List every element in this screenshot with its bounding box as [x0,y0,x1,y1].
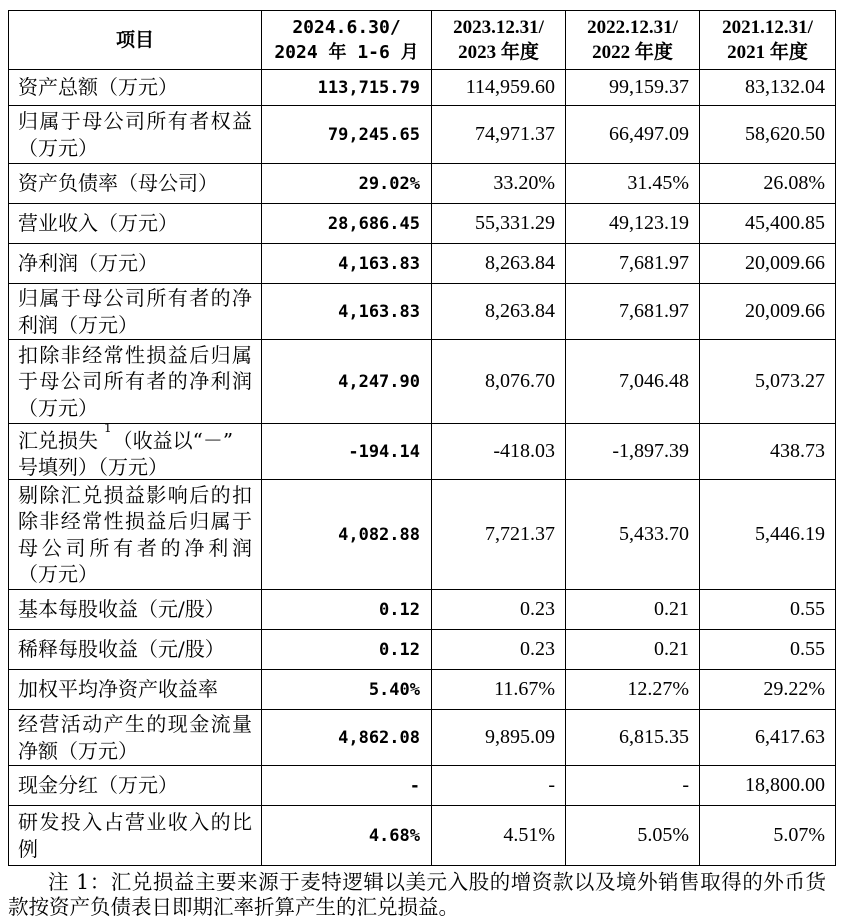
total-assets-2021: 83,132.04 [700,70,836,106]
cash-dividend-label [9,766,262,806]
label-line: 加权平均净资产收益率 [18,677,218,702]
basic-eps-2024-h1: 0.12 [262,590,432,630]
weighted-roe-2024-h1: 5.40% [262,670,432,710]
parent-equity-2024-h1: 79,245.65 [262,106,432,164]
label-line: 例 [18,836,38,861]
label-line [18,420,252,454]
table-footnote [8,870,826,920]
cash-dividend-2021: 18,800.00 [700,766,836,806]
net-profit-excl-fx-2023: 7,721.37 [432,480,566,590]
label-line: 于母公司所有者的净利润 [18,369,252,394]
label-line: （万元） [18,562,98,586]
label-line: 母公司所有者的净利润 [18,535,252,560]
total-assets-label [9,70,262,106]
header-line: 2024.6.30/ [292,17,401,38]
header-line: 2022.12.31/ [587,17,678,38]
header-line: 2023.12.31/ [453,17,544,38]
header-2021 [700,11,836,70]
diluted-eps-label [9,630,262,670]
parent-net-profit-2021: 20,009.66 [700,284,836,340]
weighted-roe-label [9,670,262,710]
net-profit-excl-nonrecurring-label [9,340,262,424]
debt-ratio-label [9,164,262,204]
fx-loss-2021: 438.73 [700,424,836,480]
parent-net-profit-2024-h1: 4,163.83 [262,284,432,340]
cash-dividend-2024-h1: - [262,766,432,806]
footnote-line: 注 1：汇兑损益主要来源于麦特逻辑以美元入股的增资款以及境外销售取得的外币货 [48,870,826,894]
diluted-eps-2024-h1: 0.12 [262,630,432,670]
weighted-roe-2022: 12.27% [566,670,700,710]
diluted-eps-2021: 0.55 [700,630,836,670]
debt-ratio-2022: 31.45% [566,164,700,204]
operating-cash-flow-2022: 6,815.35 [566,710,700,766]
net-profit-excl-fx-2021: 5,446.19 [700,480,836,590]
fx-loss-2024-h1: -194.14 [262,424,432,480]
basic-eps-2021: 0.55 [700,590,836,630]
net-profit-2022: 7,681.97 [566,244,700,284]
net-profit-excl-nonrecurring-2023: 8,076.70 [432,340,566,424]
label-line: 资产负债率（母公司） [18,171,218,196]
label-line: 利润（万元） [18,312,138,337]
rd-ratio-2022: 5.05% [566,806,700,866]
revenue-2022: 49,123.19 [566,204,700,244]
header-line: 2021.12.31/ [722,17,813,38]
header-line: 2021 年度 [727,42,808,63]
parent-net-profit-2023: 8,263.84 [432,284,566,340]
net-profit-2023: 8,263.84 [432,244,566,284]
parent-net-profit-label [9,284,262,340]
rd-ratio-2024-h1: 4.68% [262,806,432,866]
revenue-label [9,204,262,244]
header-line: 项目 [115,29,154,51]
diluted-eps-2022: 0.21 [566,630,700,670]
revenue-2021: 45,400.85 [700,204,836,244]
net-profit-excl-fx-2022: 5,433.70 [566,480,700,590]
label-line: 号填列）（万元） [18,454,168,479]
diluted-eps-2023: 0.23 [432,630,566,670]
debt-ratio-2024-h1: 29.02% [262,164,432,204]
header-item [9,11,262,70]
header-line: 2022 年度 [592,42,673,63]
parent-equity-2021: 58,620.50 [700,106,836,164]
label-line: 稀释每股收益（元/股） [18,637,225,662]
total-assets-2022: 99,159.37 [566,70,700,106]
label-line: 除非经常性损益后归属于 [18,509,252,533]
label-line: 净利润（万元） [18,251,158,276]
fx-loss-label [9,420,262,480]
label-line: 现金分红（万元） [18,773,178,798]
rd-ratio-label [9,806,262,866]
basic-eps-2023: 0.23 [432,590,566,630]
label-line: 归属于母公司所有者的净 [18,286,252,310]
label-line: 基本每股收益（元/股） [18,597,225,622]
label-line: 剔除汇兑损益影响后的扣 [18,482,252,507]
parent-equity-2022: 66,497.09 [566,106,700,164]
revenue-2024-h1: 28,686.45 [262,204,432,244]
net-profit-excl-fx-label [9,480,262,590]
header-line: 2023 年度 [458,42,539,63]
net-profit-excl-nonrecurring-2024-h1: 4,247.90 [262,340,432,424]
label-line: 扣除非经常性损益后归属 [18,342,252,367]
financial-summary-table [8,10,836,866]
net-profit-excl-fx-2024-h1: 4,082.88 [262,480,432,590]
rd-ratio-2023: 4.51% [432,806,566,866]
net-profit-2024-h1: 4,163.83 [262,244,432,284]
cash-dividend-2022: - [566,766,700,806]
net-profit-label [9,244,262,284]
net-profit-excl-nonrecurring-2021: 5,073.27 [700,340,836,424]
footnote-line: 款按资产负债表日即期汇率折算产生的汇兑损益。 [8,895,459,919]
label-line: 研发投入占营业收入的比 [18,810,252,834]
basic-eps-2022: 0.21 [566,590,700,630]
parent-equity-label [9,106,262,164]
label-line: 归属于母公司所有者权益 [18,109,252,133]
label-text: 汇兑损失 [18,428,98,453]
weighted-roe-2023: 11.67% [432,670,566,710]
parent-net-profit-2022: 7,681.97 [566,284,700,340]
header-2023 [432,11,566,70]
operating-cash-flow-2023: 9,895.09 [432,710,566,766]
debt-ratio-2021: 26.08% [700,164,836,204]
label-line: 资产总额（万元） [18,75,178,100]
header-2024-h1 [262,11,432,70]
operating-cash-flow-label [9,710,262,766]
weighted-roe-2021: 29.22% [700,670,836,710]
label-line: 净额（万元） [18,738,138,763]
label-line: 营业收入（万元） [18,211,178,236]
operating-cash-flow-2024-h1: 4,862.08 [262,710,432,766]
footnote-ref: 1 [104,420,112,435]
label-line: 经营活动产生的现金流量 [18,712,252,736]
net-profit-2021: 20,009.66 [700,244,836,284]
total-assets-2024-h1: 113,715.79 [262,70,432,106]
cash-dividend-2023: - [432,766,566,806]
revenue-2023: 55,331.29 [432,204,566,244]
parent-equity-2023: 74,971.37 [432,106,566,164]
label-line: （万元） [18,135,98,160]
operating-cash-flow-2021: 6,417.63 [700,710,836,766]
label-text: （收益以“－” [112,428,234,453]
total-assets-2023: 114,959.60 [432,70,566,106]
header-line: 2024 年 1-6 月 [274,42,419,63]
basic-eps-label [9,590,262,630]
header-2022 [566,11,700,70]
rd-ratio-2021: 5.07% [700,806,836,866]
fx-loss-2023: -418.03 [432,424,566,480]
net-profit-excl-nonrecurring-2022: 7,046.48 [566,340,700,424]
fx-loss-2022: -1,897.39 [566,424,700,480]
debt-ratio-2023: 33.20% [432,164,566,204]
label-line: （万元） [18,395,98,420]
